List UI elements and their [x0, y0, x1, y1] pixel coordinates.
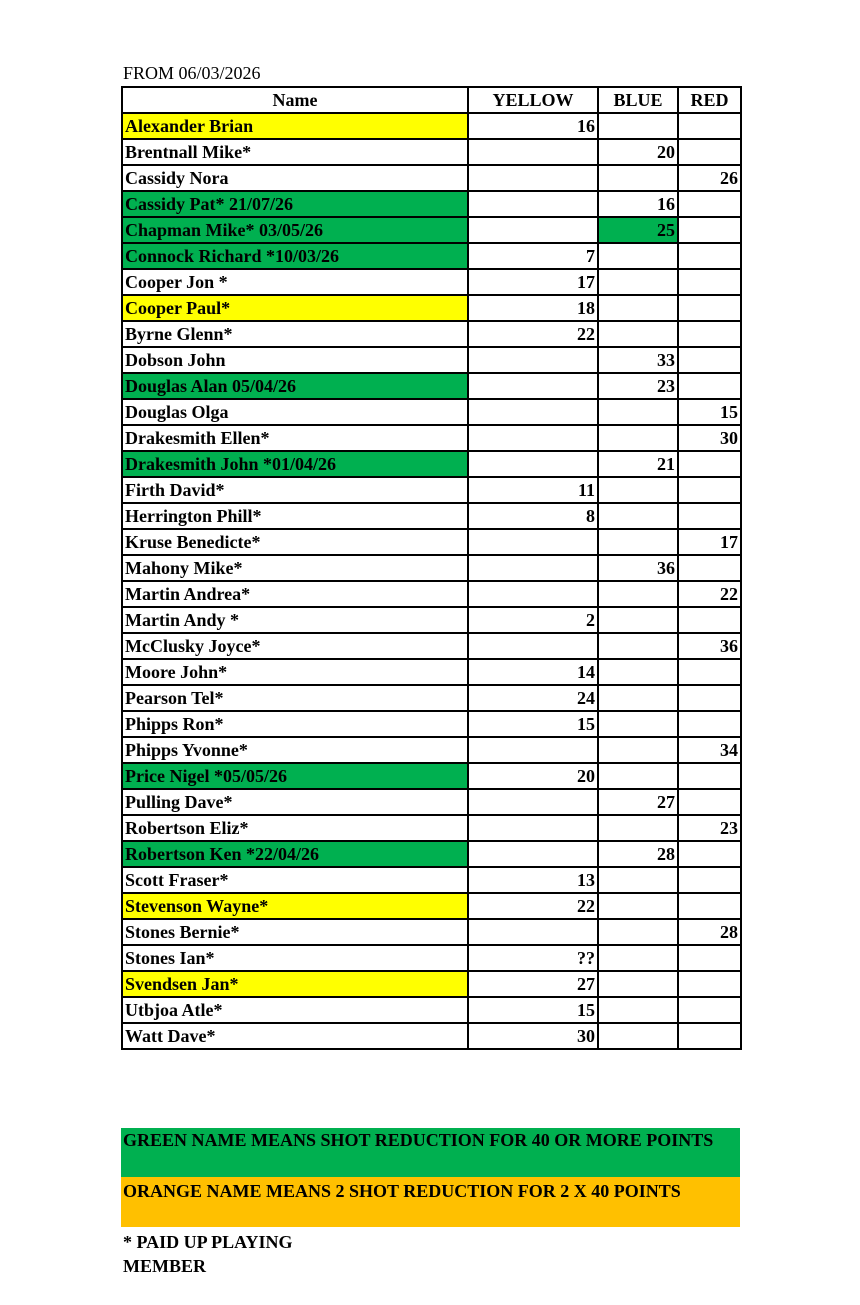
- column-header-yellow: YELLOW: [468, 87, 598, 113]
- name-cell: Dobson John: [122, 347, 468, 373]
- yellow-score-cell: 13: [468, 867, 598, 893]
- blue-score-cell: 25: [598, 217, 678, 243]
- yellow-score-cell: 16: [468, 113, 598, 139]
- name-cell: Stevenson Wayne*: [122, 893, 468, 919]
- yellow-score-cell: 8: [468, 503, 598, 529]
- table-row: [122, 399, 741, 425]
- red-score-cell: [678, 347, 741, 373]
- blue-score-cell: 23: [598, 373, 678, 399]
- table-row: [122, 321, 741, 347]
- blue-score-cell: 36: [598, 555, 678, 581]
- red-score-cell: [678, 295, 741, 321]
- red-score-cell: [678, 867, 741, 893]
- red-score-cell: [678, 997, 741, 1023]
- name-cell: Watt Dave*: [122, 1023, 468, 1049]
- footnote: * PAID UP PLAYING MEMBER: [123, 1232, 293, 1276]
- name-cell: Stones Bernie*: [122, 919, 468, 945]
- yellow-score-cell: 14: [468, 659, 598, 685]
- yellow-score-cell: [468, 399, 598, 425]
- red-score-cell: [678, 607, 741, 633]
- blue-score-cell: [598, 659, 678, 685]
- name-cell: Drakesmith Ellen*: [122, 425, 468, 451]
- yellow-score-cell: [468, 789, 598, 815]
- table-row: [122, 477, 741, 503]
- red-score-cell: [678, 893, 741, 919]
- table-header-row: [122, 87, 741, 113]
- name-cell: Pulling Dave*: [122, 789, 468, 815]
- name-cell: Cooper Paul*: [122, 295, 468, 321]
- red-score-cell: 15: [678, 399, 741, 425]
- name-cell: Stones Ian*: [122, 945, 468, 971]
- name-cell: Douglas Olga: [122, 399, 468, 425]
- blue-score-cell: [598, 945, 678, 971]
- table-row: [122, 659, 741, 685]
- red-score-cell: [678, 971, 741, 997]
- yellow-score-cell: [468, 451, 598, 477]
- name-cell: Phipps Yvonne*: [122, 737, 468, 763]
- red-score-cell: 36: [678, 633, 741, 659]
- name-cell: Douglas Alan 05/04/26: [122, 373, 468, 399]
- yellow-score-cell: [468, 815, 598, 841]
- yellow-score-cell: 7: [468, 243, 598, 269]
- table-row: [122, 607, 741, 633]
- red-score-cell: [678, 477, 741, 503]
- table-row: [122, 581, 741, 607]
- red-score-cell: [678, 139, 741, 165]
- table-row: [122, 425, 741, 451]
- name-cell: Herrington Phill*: [122, 503, 468, 529]
- yellow-score-cell: 20: [468, 763, 598, 789]
- table-row: [122, 243, 741, 269]
- blue-score-cell: [598, 893, 678, 919]
- table-row: [122, 763, 741, 789]
- name-cell: Price Nigel *05/05/26: [122, 763, 468, 789]
- yellow-score-cell: ??: [468, 945, 598, 971]
- yellow-score-cell: [468, 737, 598, 763]
- yellow-score-cell: 15: [468, 997, 598, 1023]
- blue-score-cell: [598, 737, 678, 763]
- blue-score-cell: [598, 581, 678, 607]
- blue-score-cell: [598, 1023, 678, 1049]
- red-score-cell: 34: [678, 737, 741, 763]
- red-score-cell: [678, 789, 741, 815]
- blue-score-cell: [598, 919, 678, 945]
- yellow-score-cell: [468, 139, 598, 165]
- name-cell: Scott Fraser*: [122, 867, 468, 893]
- blue-score-cell: [598, 165, 678, 191]
- name-cell: Moore John*: [122, 659, 468, 685]
- blue-score-cell: [598, 711, 678, 737]
- yellow-score-cell: [468, 165, 598, 191]
- name-cell: Drakesmith John *01/04/26: [122, 451, 468, 477]
- blue-score-cell: 27: [598, 789, 678, 815]
- name-cell: Connock Richard *10/03/26: [122, 243, 468, 269]
- yellow-score-cell: [468, 633, 598, 659]
- name-cell: Cassidy Nora: [122, 165, 468, 191]
- table-row: [122, 737, 741, 763]
- red-score-cell: [678, 555, 741, 581]
- name-cell: Pearson Tel*: [122, 685, 468, 711]
- red-score-cell: [678, 191, 741, 217]
- blue-score-cell: [598, 763, 678, 789]
- yellow-score-cell: [468, 529, 598, 555]
- blue-score-cell: [598, 243, 678, 269]
- table-row: [122, 919, 741, 945]
- yellow-score-cell: [468, 581, 598, 607]
- red-score-cell: [678, 841, 741, 867]
- name-cell: Martin Andrea*: [122, 581, 468, 607]
- blue-score-cell: [598, 685, 678, 711]
- red-score-cell: [678, 243, 741, 269]
- column-header-name: Name: [122, 87, 468, 113]
- table-row: [122, 685, 741, 711]
- blue-score-cell: [598, 607, 678, 633]
- blue-score-cell: [598, 113, 678, 139]
- legend-orange-note: ORANGE NAME MEANS 2 SHOT REDUCTION FOR 2 X 40 POINTS: [121, 1177, 740, 1227]
- name-cell: Chapman Mike* 03/05/26: [122, 217, 468, 243]
- blue-score-cell: 16: [598, 191, 678, 217]
- blue-score-cell: [598, 997, 678, 1023]
- red-score-cell: [678, 945, 741, 971]
- table-body: [122, 113, 741, 1049]
- blue-score-cell: [598, 503, 678, 529]
- blue-score-cell: [598, 321, 678, 347]
- blue-score-cell: [598, 425, 678, 451]
- table-row: [122, 945, 741, 971]
- table-row: [122, 113, 741, 139]
- yellow-score-cell: [468, 841, 598, 867]
- table-row: [122, 789, 741, 815]
- blue-score-cell: [598, 529, 678, 555]
- name-cell: Robertson Eliz*: [122, 815, 468, 841]
- red-score-cell: [678, 321, 741, 347]
- yellow-score-cell: 2: [468, 607, 598, 633]
- yellow-score-cell: [468, 191, 598, 217]
- table-row: [122, 711, 741, 737]
- scores-table: [121, 86, 742, 1050]
- name-cell: Phipps Ron*: [122, 711, 468, 737]
- red-score-cell: [678, 269, 741, 295]
- table-row: [122, 347, 741, 373]
- legend-green-note: GREEN NAME MEANS SHOT REDUCTION FOR 40 OR MORE POINTS: [121, 1128, 740, 1177]
- blue-score-cell: [598, 815, 678, 841]
- yellow-score-cell: 22: [468, 893, 598, 919]
- red-score-cell: [678, 217, 741, 243]
- yellow-score-cell: 22: [468, 321, 598, 347]
- name-cell: Brentnall Mike*: [122, 139, 468, 165]
- yellow-score-cell: 30: [468, 1023, 598, 1049]
- red-score-cell: 26: [678, 165, 741, 191]
- yellow-score-cell: 24: [468, 685, 598, 711]
- yellow-score-cell: 17: [468, 269, 598, 295]
- name-cell: Robertson Ken *22/04/26: [122, 841, 468, 867]
- red-score-cell: 17: [678, 529, 741, 555]
- red-score-cell: 28: [678, 919, 741, 945]
- table-row: [122, 295, 741, 321]
- table-row: [122, 191, 741, 217]
- table-row: [122, 971, 741, 997]
- table-row: [122, 1023, 741, 1049]
- table-row: [122, 555, 741, 581]
- name-cell: Cassidy Pat* 21/07/26: [122, 191, 468, 217]
- table-row: [122, 373, 741, 399]
- name-cell: Utbjoa Atle*: [122, 997, 468, 1023]
- table-row: [122, 893, 741, 919]
- red-score-cell: [678, 113, 741, 139]
- name-cell: Svendsen Jan*: [122, 971, 468, 997]
- table-row: [122, 165, 741, 191]
- red-score-cell: [678, 1023, 741, 1049]
- name-cell: Firth David*: [122, 477, 468, 503]
- yellow-score-cell: [468, 425, 598, 451]
- red-score-cell: [678, 373, 741, 399]
- red-score-cell: 22: [678, 581, 741, 607]
- table-row: [122, 529, 741, 555]
- blue-score-cell: [598, 477, 678, 503]
- table-row: [122, 269, 741, 295]
- red-score-cell: [678, 451, 741, 477]
- blue-score-cell: [598, 867, 678, 893]
- table-row: [122, 139, 741, 165]
- yellow-score-cell: 15: [468, 711, 598, 737]
- yellow-score-cell: [468, 347, 598, 373]
- yellow-score-cell: [468, 555, 598, 581]
- name-cell: Byrne Glenn*: [122, 321, 468, 347]
- name-cell: Mahony Mike*: [122, 555, 468, 581]
- name-cell: Martin Andy *: [122, 607, 468, 633]
- red-score-cell: [678, 685, 741, 711]
- table-row: [122, 503, 741, 529]
- red-score-cell: [678, 711, 741, 737]
- red-score-cell: [678, 763, 741, 789]
- name-cell: Alexander Brian: [122, 113, 468, 139]
- red-score-cell: [678, 503, 741, 529]
- red-score-cell: [678, 659, 741, 685]
- blue-score-cell: 33: [598, 347, 678, 373]
- column-header-red: RED: [678, 87, 741, 113]
- table-row: [122, 633, 741, 659]
- table-row: [122, 997, 741, 1023]
- name-cell: McClusky Joyce*: [122, 633, 468, 659]
- blue-score-cell: 28: [598, 841, 678, 867]
- blue-score-cell: [598, 269, 678, 295]
- blue-score-cell: [598, 971, 678, 997]
- blue-score-cell: [598, 399, 678, 425]
- yellow-score-cell: [468, 919, 598, 945]
- yellow-score-cell: 11: [468, 477, 598, 503]
- blue-score-cell: [598, 633, 678, 659]
- table-row: [122, 867, 741, 893]
- red-score-cell: 30: [678, 425, 741, 451]
- table-row: [122, 217, 741, 243]
- blue-score-cell: [598, 295, 678, 321]
- yellow-score-cell: 27: [468, 971, 598, 997]
- table-row: [122, 841, 741, 867]
- table-row: [122, 451, 741, 477]
- name-cell: Kruse Benedicte*: [122, 529, 468, 555]
- from-date-label: FROM 06/03/2026: [123, 63, 261, 83]
- yellow-score-cell: 18: [468, 295, 598, 321]
- yellow-score-cell: [468, 373, 598, 399]
- yellow-score-cell: [468, 217, 598, 243]
- column-header-blue: BLUE: [598, 87, 678, 113]
- red-score-cell: 23: [678, 815, 741, 841]
- name-cell: Cooper Jon *: [122, 269, 468, 295]
- blue-score-cell: 21: [598, 451, 678, 477]
- table-row: [122, 815, 741, 841]
- blue-score-cell: 20: [598, 139, 678, 165]
